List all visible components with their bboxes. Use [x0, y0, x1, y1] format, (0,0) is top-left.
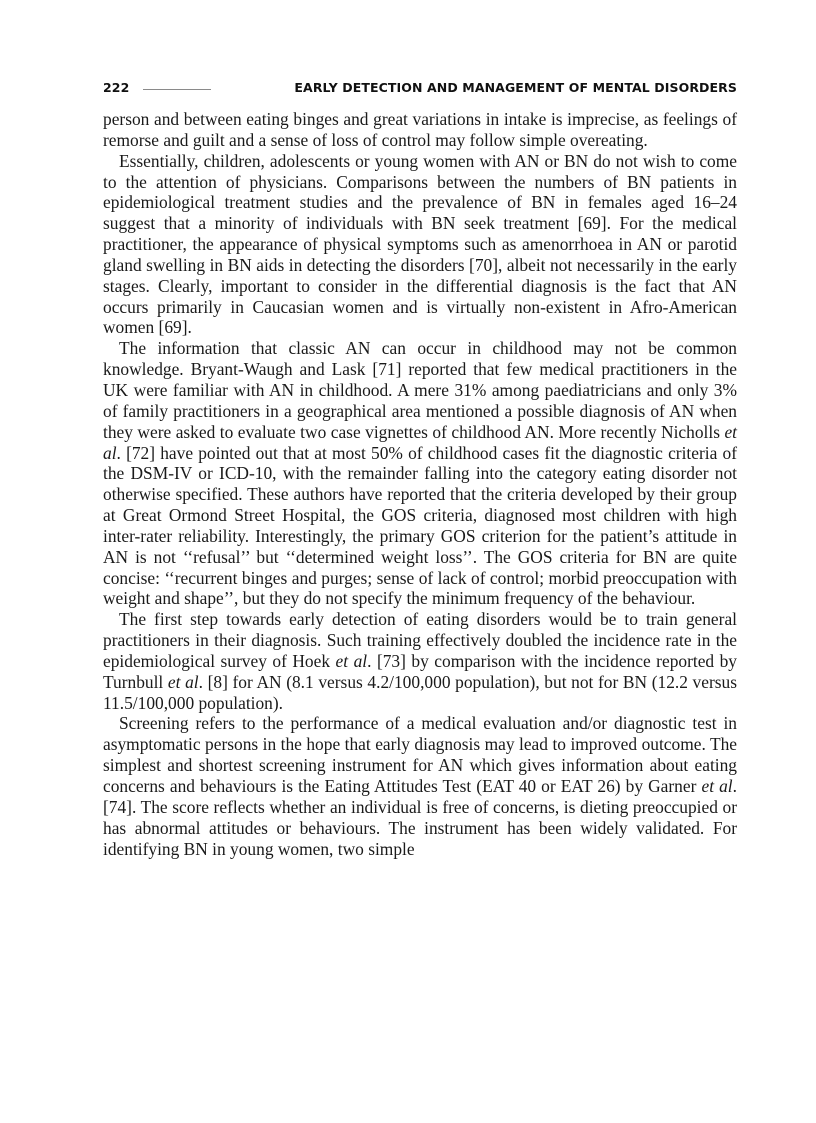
running-title: EARLY DETECTION AND MANAGEMENT OF MENTAL DISORDERS: [294, 80, 737, 95]
paragraph-4: [103, 609, 737, 713]
paragraph-text: . [73] by comparison with the incidence reported by Turnbull: [103, 650, 737, 692]
paragraph-text: . [8] for AN (8.1 versus 4.2/100,000 population), but not for BN (12.2 versus 11.5/100,000 population).: [103, 671, 737, 713]
paragraph-text: The information that classic AN can occur in childhood may not be common knowledge. Bryant-Waugh and Lask [71] reported that few medical practitioners in the UK were familiar with AN in childhood. A mere 31% among paediatricians and only 3% of family practitioners in a geographical area mentioned a possible diagnosis of AN when they were asked to evaluate two case vignettes of childhood AN. More recently Nicholls: [103, 338, 737, 442]
paragraph-text: Screening refers to the performance of a medical evaluation and/or diagnostic test in asymptomatic persons in the hope that early diagnosis may lead to improved outcome. The simplest and shortest screening instrument for AN which gives information about eating concerns and behaviours is the Eating Attitudes Test (EAT 40 or EAT 26) by Garner: [103, 713, 737, 796]
paragraph-text: Essentially, children, adolescents or young women with AN or BN do not wish to come to the attention of physicians. Comparisons between the numbers of BN patients in epidemiological treatment studies and the prevalence of BN in females aged 16–24 suggest that a minority of individuals with BN seek treatment [69]. For the medical practitioner, the appearance of physical symptoms such as amenorrhoea in AN or parotid gland swelling in BN aids in detecting the disorders [70], albeit not necessarily in the early stages. Clearly, important to consider in the differential diagnosis is the fact that AN occurs primarily in Caucasian women and is virtually non-existent in Afro-American women [69].: [103, 150, 737, 338]
italic-et-al: et al: [103, 421, 737, 463]
paragraph-2: [103, 151, 737, 339]
body-text: [103, 109, 737, 859]
header-rule: [143, 89, 211, 90]
paragraph-text: The first step towards early detection of eating disorders would be to train general practitioners in their diagnosis. Such training effectively doubled the incidence rate in the epidemiological survey of Hoek: [103, 609, 737, 671]
document-page: [103, 80, 737, 859]
running-header: [103, 80, 737, 100]
italic-et-al: et al: [701, 776, 733, 796]
italic-et-al: et al: [335, 650, 368, 671]
paragraph-text: . [72] have pointed out that at most 50% of childhood cases fit the diagnostic criteria of the DSM-IV or ICD-10, with the remainder falling into the category eating disorder not otherwise specified. These authors have reported that the criteria developed by their group at Great Ormond Street Hospital, the GOS criteria, diagnosed most children with high inter-rater reliability. Interestingly, the primary GOS criterion for the patient’s attitude in AN is not ‘‘refusal’’ but ‘‘determined weight loss’’. The GOS criteria for BN are quite concise: ‘‘recurrent binges and purges; sense of lack of control; morbid preoccupation with weight and shape’’, but they do not specify the minimum frequency of the behaviour.: [103, 442, 737, 609]
paragraph-5: [103, 713, 737, 859]
paragraph-1: [103, 109, 737, 151]
paragraph-text: . [74]. The score reflects whether an individual is free of concerns, is dieting preoccupied or has abnormal attitudes or behaviours. The instrument has been widely validated. For identifying BN in young women, two simple: [103, 776, 737, 859]
paragraph-3: [103, 338, 737, 609]
italic-et-al: et al: [167, 671, 199, 692]
page-number: 222: [103, 80, 130, 95]
paragraph-text: person and between eating binges and great variations in intake is imprecise, as feelings of remorse and guilt and a sense of loss of control may follow simple overeating.: [103, 109, 737, 150]
